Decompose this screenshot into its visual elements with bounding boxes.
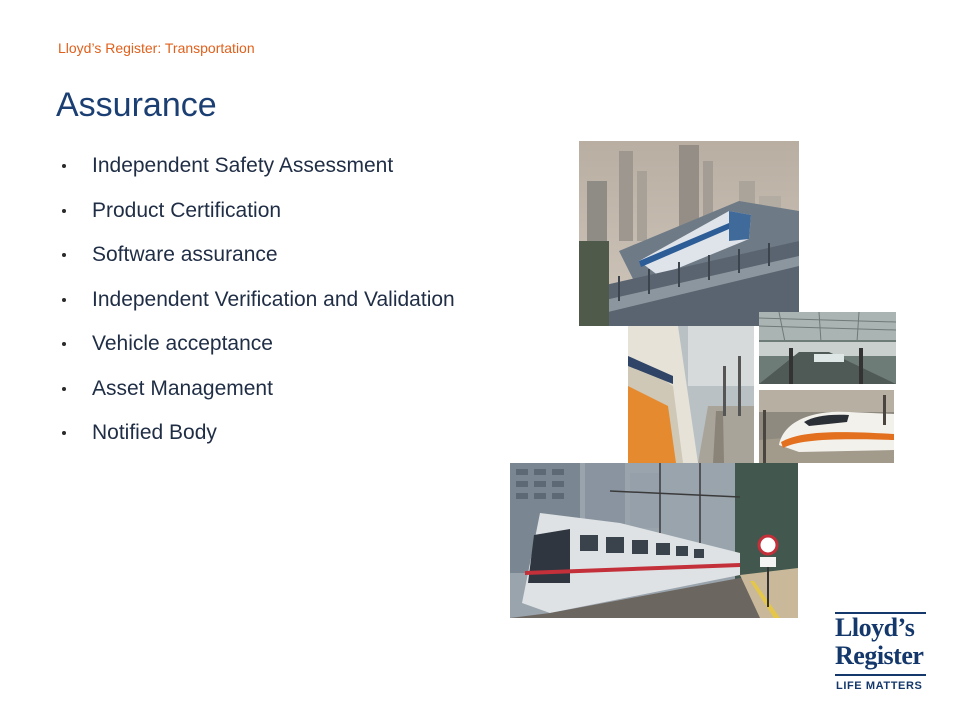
bullet-text: Independent Safety Assessment: [92, 154, 394, 177]
bullet-text: Product Certification: [92, 198, 282, 222]
bullet-item: [58, 235, 455, 280]
bullet-item: [58, 369, 455, 414]
bullet-dot-icon: [62, 431, 66, 435]
logo-wordmark-line2: Register: [835, 641, 924, 670]
lloyds-register-logo: [833, 612, 928, 696]
bullet-item: [58, 191, 455, 236]
bullet-dot-icon: [62, 209, 66, 213]
high-speed-train-photo: [759, 390, 894, 463]
train-platform-photo: [628, 326, 754, 463]
bullet-item: [58, 280, 455, 325]
bullet-text: Software assurance: [92, 243, 278, 266]
logo-rule-bottom: [835, 674, 926, 676]
station-interior-photo: [759, 312, 896, 384]
bullet-text: Independent Verification and Validation: [92, 287, 455, 311]
bullet-text: Notified Body: [92, 421, 217, 444]
slide-subtitle: Lloyd’s Register: Transportation: [58, 40, 255, 56]
logo-tagline: LIFE MATTERS: [836, 680, 923, 692]
bullet-text: Vehicle acceptance: [92, 332, 273, 355]
bullet-item: [58, 413, 455, 458]
bullet-dot-icon: [62, 298, 66, 302]
logo-wordmark-line1: Lloyd’s: [835, 613, 915, 642]
bullet-item: [58, 324, 455, 369]
bullet-dot-icon: [62, 253, 66, 257]
metro-train-photo: [510, 463, 798, 618]
slide-title: Assurance: [56, 86, 217, 124]
bullet-text: Asset Management: [92, 376, 273, 400]
monorail-city-photo: [579, 141, 799, 326]
bullet-item: [58, 146, 455, 191]
bullet-dot-icon: [62, 387, 66, 391]
bullet-dot-icon: [62, 342, 66, 346]
bullet-list: [58, 146, 455, 458]
bullet-dot-icon: [62, 164, 66, 168]
